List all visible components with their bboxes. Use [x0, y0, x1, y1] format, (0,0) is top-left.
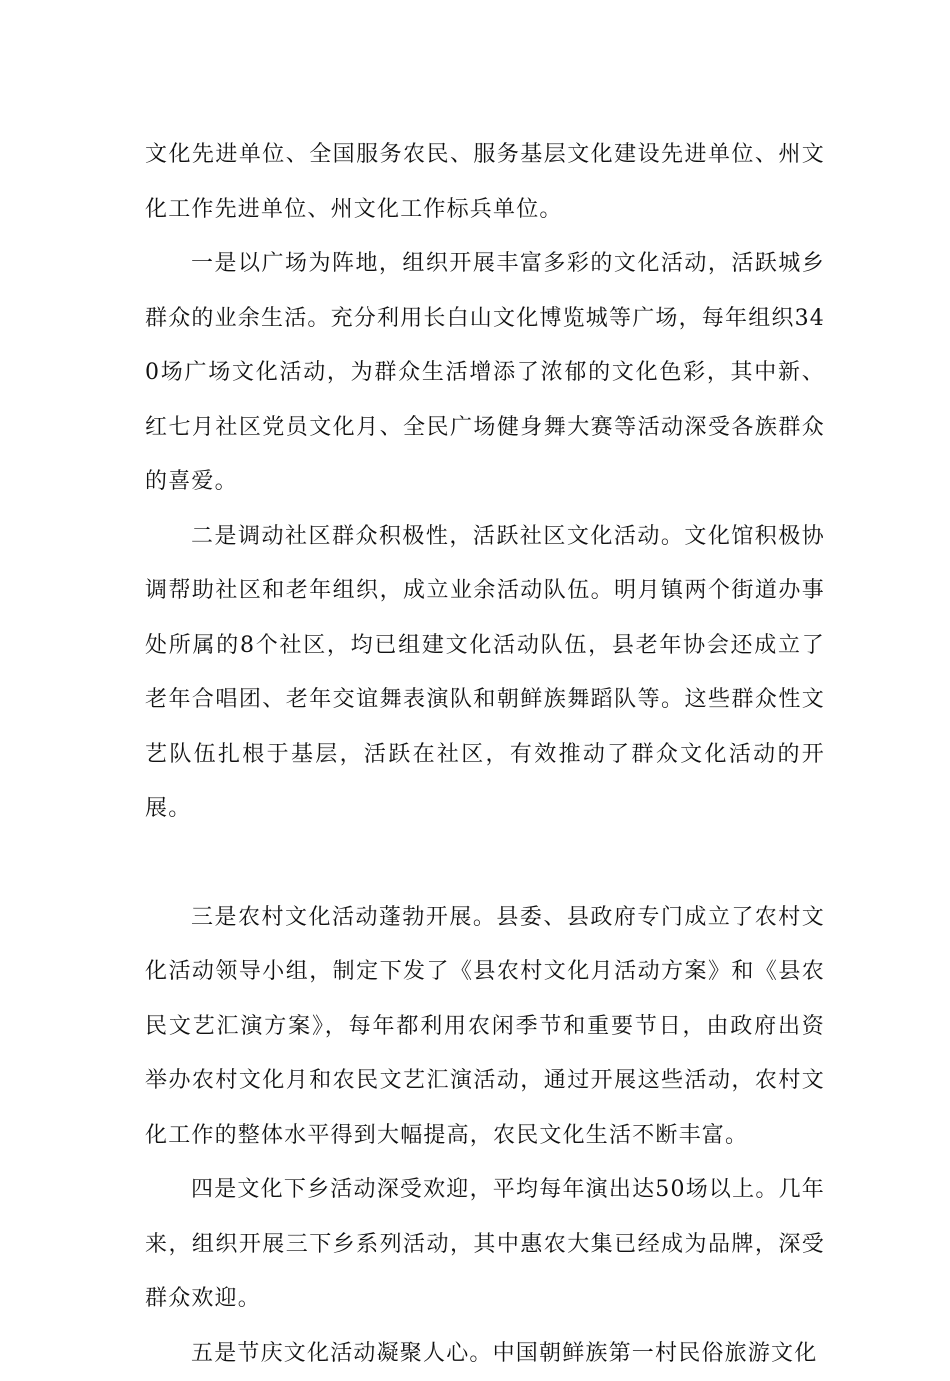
body-text — [145, 128, 825, 1381]
paragraph-community-activities: 二是调动社区群众积极性，活跃社区文化活动。文化馆积极协调帮助社区和老年组织，成立业余活动队伍。明月镇两个街道办事处所属的8个社区，均已组建文化活动队伍，县老年协会还成立了老年合唱团、老年交谊舞表演队和朝鲜族舞蹈队等。这些群众性文艺队伍扎根于基层，活跃在社区，有效推动了群众文化活动的开展。 — [145, 510, 825, 837]
paragraph-culture-to-countryside: 四是文化下乡活动深受欢迎，平均每年演出达50场以上。几年来，组织开展三下乡系列活动，其中惠农大集已经成为品牌，深受群众欢迎。 — [145, 1163, 825, 1327]
paragraph-square-activities: 一是以广场为阵地，组织开展丰富多彩的文化活动，活跃城乡群众的业余生活。充分利用长白山文化博览城等广场，每年组织340场广场文化活动，为群众生活增添了浓郁的文化色彩，其中新、红七月社区党员文化月、全民广场健身舞大赛等活动深受各族群众的喜爱。 — [145, 237, 825, 510]
paragraph-rural-activities: 三是农村文化活动蓬勃开展。县委、县政府专门成立了农村文化活动领导小组，制定下发了《县农村文化月活动方案》和《县农民文艺汇演方案》，每年都利用农闲季节和重要节日，由政府出资举办农村文化月和农民文艺汇演活动，通过开展这些活动，农村文化工作的整体水平得到大幅提高，农民文化生活不断丰富。 — [145, 891, 825, 1164]
paragraph-continuation: 文化先进单位、全国服务农民、服务基层文化建设先进单位、州文化工作先进单位、州文化工作标兵单位。 — [145, 128, 825, 237]
paragraph-festival-activities: 五是节庆文化活动凝聚人心。中国朝鲜族第一村民俗旅游文化 — [145, 1327, 825, 1381]
